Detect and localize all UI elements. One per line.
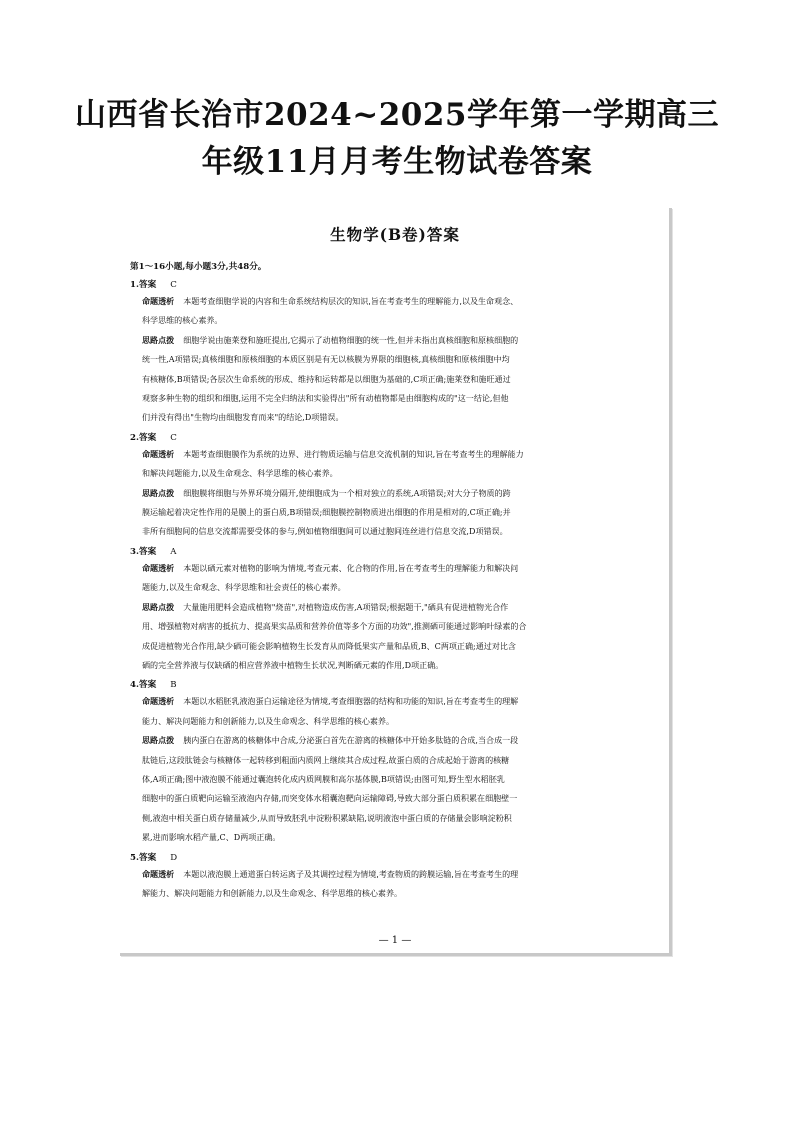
question-number: 4. <box>130 680 139 691</box>
approach-line <box>142 389 660 408</box>
approach-paragraph <box>130 484 660 542</box>
approach-text: 体,A项正确;图中液泡膜不能通过囊泡转化成内质网膜和高尔基体膜,B项错误;由图可知,野生型水稻胚乳 <box>142 774 505 784</box>
analysis-line <box>142 692 660 711</box>
approach-line <box>142 370 660 389</box>
question-number: 1. <box>130 280 139 290</box>
answer-choice: A <box>170 546 177 557</box>
analysis-text: 解能力、解决问题能力和创新能力,以及生命观念、科学思维的核心素养。 <box>142 888 403 898</box>
scanned-answer-page <box>120 208 672 956</box>
analysis-label: 命题透析 <box>142 296 175 306</box>
answer-label: 答案 <box>138 680 157 691</box>
approach-line <box>142 637 660 656</box>
answer-label: 答案 <box>138 852 157 863</box>
approach-paragraph <box>130 598 660 676</box>
document-title-line-1: 山西省长治市2024~2025学年第一学期高三 <box>74 97 720 133</box>
approach-text: 累,进而影响水稻产量,C、D两项正确。 <box>142 833 281 843</box>
analysis-line <box>142 865 660 884</box>
question-answer-line <box>130 278 660 292</box>
approach-text: 有核糖体,B项错误;各层次生命系统的形成、维持和运转都是以细胞为基础的,C项正确;施莱登和施旺通过 <box>142 374 511 384</box>
question-block <box>130 678 660 847</box>
analysis-line <box>142 578 660 597</box>
approach-text: 肽链后,这段肽链会与核糖体一起转移到粗面内质网上继续其合成过程,故蛋白质的合成起始于游离的核糖 <box>142 755 510 765</box>
section-note: 第1～16小题,每小题3分,共48分。 <box>130 262 267 272</box>
approach-line <box>142 350 660 369</box>
exam-title: 生物学(B卷)答案 <box>330 225 460 244</box>
approach-label: 思路点拨 <box>142 334 175 345</box>
approach-line <box>142 731 660 750</box>
approach-text: 细胞中的蛋白质靶向运输至液泡内存储,而突变体水稻囊泡靶向运输障碍,导致大部分蛋白质积累在细胞壁一 <box>142 794 518 804</box>
approach-text: 用、增强植物对病害的抵抗力、提高果实品质和营养价值等多个方面的功效",推测硒可能通过影响叶绿素的合 <box>142 622 527 632</box>
analysis-line <box>142 712 660 731</box>
analysis-text: 题能力,以及生命观念、科学思维和社会责任的核心素养。 <box>142 583 346 593</box>
approach-line <box>142 789 660 808</box>
approach-label: 思路点拨 <box>142 601 175 612</box>
approach-text: 统一性,A项错误;真核细胞和原核细胞的本质区别是有无以核膜为界限的细胞核,真核细胞和原核细胞中均 <box>142 355 510 365</box>
approach-text: 侧,液泡中相关蛋白质存储量减少,从而导致胚乳中淀粉积累缺陷,说明液泡中蛋白质的存储量会影响淀粉积 <box>142 813 512 823</box>
analysis-text: 本题以水稻胚乳液泡蛋白运输途径为情境,考查细胞器的结构和功能的知识,旨在考查考生的理解 <box>183 697 519 707</box>
approach-line <box>142 828 660 847</box>
answer-choice: C <box>170 280 177 290</box>
analysis-paragraph <box>130 292 660 331</box>
question-number: 2. <box>130 432 139 443</box>
answer-label: 答案 <box>138 546 157 557</box>
approach-text: 膜运输起着决定性作用的是膜上的蛋白质,B项错误;细胞膜控制物质进出细胞的作用是相对的,C项正确;并 <box>142 508 511 518</box>
answer-choice: C <box>170 432 177 443</box>
answer-choice: D <box>170 852 178 863</box>
approach-line <box>142 503 660 522</box>
approach-line <box>142 656 660 675</box>
analysis-label: 命题透析 <box>142 448 175 459</box>
approach-line <box>142 751 660 770</box>
analysis-text: 本题考查细胞膜作为系统的边界、进行物质运输与信息交流机制的知识,旨在考查考生的理解能力 <box>183 449 524 459</box>
approach-text: 大量施用肥料会造成植物"烧苗",对植物造成伤害,A项错误;根据题干,"硒具有促进植物光合作 <box>183 602 509 612</box>
question-block <box>130 545 660 675</box>
question-answer-line <box>130 678 660 692</box>
approach-line <box>142 331 660 350</box>
approach-paragraph <box>130 331 660 428</box>
question-block <box>130 278 660 428</box>
question-block <box>130 851 660 904</box>
document-title <box>0 92 794 186</box>
approach-text: 细胞学说由施莱登和施旺提出,它揭示了动植物细胞的统一性,但并未指出真核细胞和原核细胞的 <box>183 335 519 345</box>
page-number: — 1 — <box>378 935 412 946</box>
question-number: 3. <box>130 546 139 557</box>
answer-choice: B <box>170 680 177 691</box>
approach-text: 非所有细胞间的信息交流都需要受体的参与,例如植物细胞间可以通过胞间连丝进行信息交流,D项错误。 <box>142 527 508 537</box>
approach-text: 硒的完全营养液与仅缺硒的相应营养液中植物生长状况,判断硒元素的作用,D项正确。 <box>142 660 444 670</box>
approach-text: 观察多种生物的组织和细胞,运用不完全归纳法和实验得出"所有动植物都是由细胞构成的"这一结论,但他 <box>142 394 509 404</box>
analysis-paragraph <box>130 865 660 904</box>
approach-text: 们并没有得出"生物均由细胞发育而来"的结论,D项错误。 <box>142 413 344 423</box>
approach-text: 胰内蛋白在游离的核糖体中合成,分泌蛋白首先在游离的核糖体中开始多肽链的合成,当合成一段 <box>183 736 519 746</box>
analysis-paragraph <box>130 559 660 598</box>
approach-line <box>142 522 660 541</box>
approach-text: 细胞膜将细胞与外界环境分隔开,使细胞成为一个相对独立的系统,A项错误;对大分子物质的跨 <box>183 488 511 498</box>
approach-line <box>142 598 660 617</box>
analysis-line <box>142 292 660 311</box>
approach-label: 思路点拨 <box>142 735 175 746</box>
analysis-label: 命题透析 <box>142 562 175 573</box>
analysis-paragraph <box>130 445 660 484</box>
analysis-text: 本题以液泡膜上通道蛋白转运离子及其调控过程为情境,考查物质的跨膜运输,旨在考查考生的理 <box>183 869 519 879</box>
question-number: 5. <box>130 852 139 863</box>
analysis-line <box>142 559 660 578</box>
document-title-line-2: 年级11月月考生物试卷答案 <box>201 144 593 180</box>
approach-paragraph <box>130 731 660 847</box>
question-answer-line <box>130 545 660 559</box>
analysis-line <box>142 311 660 330</box>
analysis-text: 能力、解决问题能力和创新能力,以及生命观念、科学思维的核心素养。 <box>142 716 395 726</box>
answer-label: 答案 <box>138 432 157 443</box>
approach-line <box>142 617 660 636</box>
analysis-line <box>142 445 660 464</box>
analysis-label: 命题透析 <box>142 696 175 707</box>
analysis-paragraph <box>130 692 660 731</box>
question-answer-line <box>130 851 660 865</box>
question-answer-line <box>130 431 660 445</box>
analysis-line <box>142 464 660 483</box>
question-list <box>130 278 660 903</box>
approach-line <box>142 408 660 427</box>
approach-line <box>142 809 660 828</box>
analysis-text: 本题以硒元素对植物的影响为情境,考查元素、化合物的作用,旨在考查考生的理解能力和解决问 <box>183 563 519 573</box>
analysis-text: 本题考查细胞学说的内容和生命系统结构层次的知识,旨在考查考生的理解能力,以及生命观念、 <box>183 297 519 306</box>
answer-label: 答案 <box>138 280 157 290</box>
analysis-text: 科学思维的核心素养。 <box>142 316 223 326</box>
analysis-line <box>142 884 660 903</box>
question-block <box>130 431 660 542</box>
approach-line <box>142 484 660 503</box>
approach-line <box>142 770 660 789</box>
approach-label: 思路点拨 <box>142 487 175 498</box>
approach-text: 成促进植物光合作用,缺少硒可能会影响植物生长发育从而降低果实产量和品质,B、C两项正确;通过对比含 <box>142 641 516 651</box>
analysis-text: 和解决问题能力,以及生命观念、科学思维的核心素养。 <box>142 469 338 479</box>
analysis-label: 命题透析 <box>142 868 175 879</box>
answer-page-content <box>130 208 660 946</box>
